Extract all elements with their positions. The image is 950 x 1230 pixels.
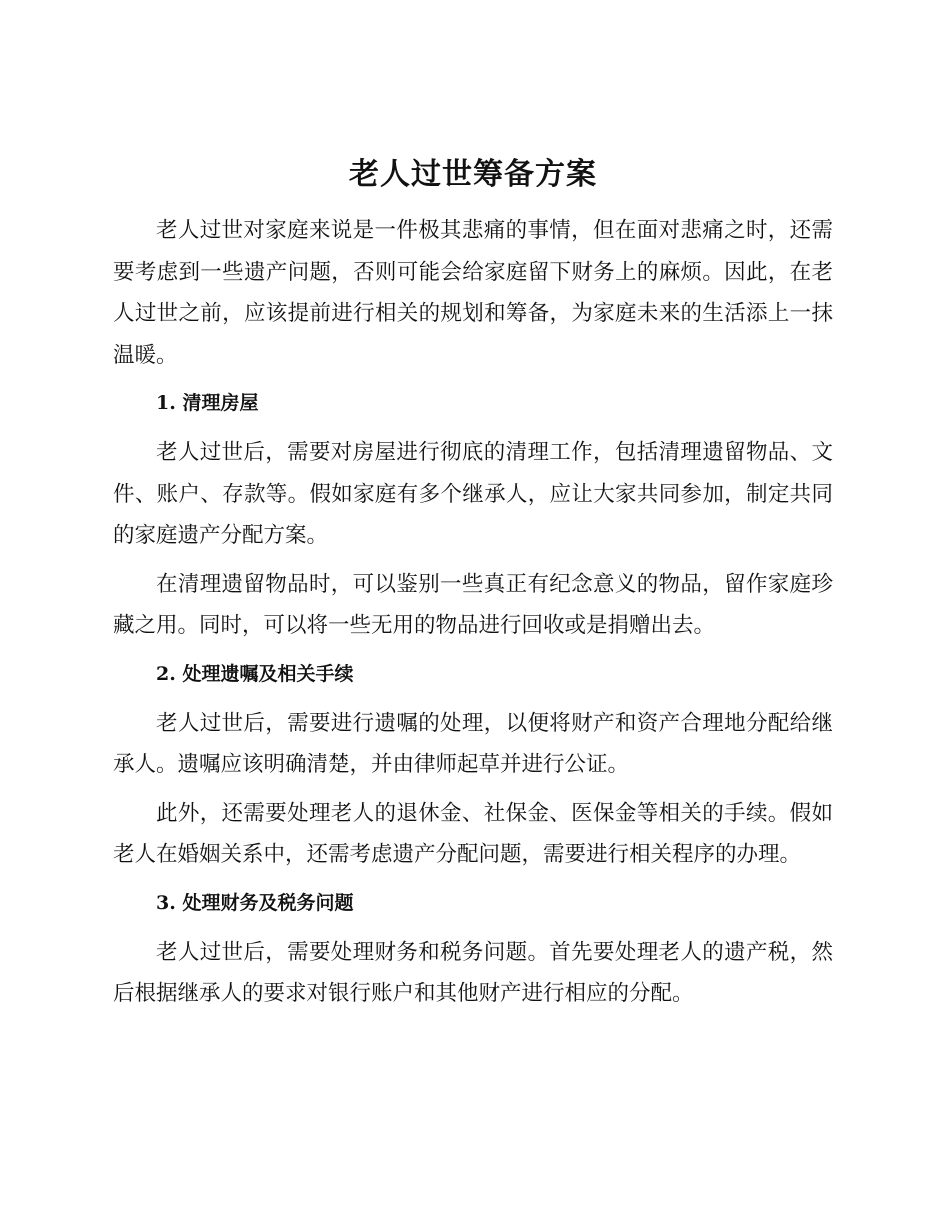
- document-title: 老人过世筹备方案: [349, 157, 597, 192]
- section-paragraph: 老人过世后，需要处理财务和税务问题。首先要处理老人的遗产税，然后根据继承人的要求对银行账户和其他财产进行相应的分配。: [113, 939, 833, 1006]
- section-3: [113, 883, 833, 1015]
- section-2: [113, 654, 833, 876]
- section-paragraph: 在清理遗留物品时，可以鉴别一些真正有纪念意义的物品，留作家庭珍藏之用。同时，可以将一些无用的物品进行回收或是捐赠出去。: [113, 571, 833, 638]
- section-paragraph: 老人过世后，需要进行遗嘱的处理，以便将财产和资产合理地分配给继承人。遗嘱应该明确清楚，并由律师起草并进行公证。: [113, 710, 833, 777]
- section-heading: 1. 清理房屋: [156, 392, 259, 414]
- section-heading: 3. 处理财务及税务问题: [156, 891, 354, 914]
- intro-paragraph: 老人过世对家庭来说是一件极其悲痛的事情，但在面对悲痛之时，还需要考虑到一些遗产问题，否则可能会给家庭留下财务上的麻烦。因此，在老人过世之前，应该提前进行相关的规划和筹备，为家庭未来的生活添上一抹温暖。: [113, 218, 833, 368]
- section-heading: 2. 处理遗嘱及相关手续: [156, 662, 354, 685]
- document-page: [113, 148, 833, 1022]
- section-paragraph: 此外，还需要处理老人的退休金、社保金、医保金等相关的手续。假如老人在婚姻关系中，还需考虑遗产分配问题，需要进行相关程序的办理。: [113, 800, 833, 867]
- section-1: [113, 383, 833, 647]
- section-paragraph: 老人过世后，需要对房屋进行彻底的清理工作，包括清理遗留物品、文件、账户、存款等。假如家庭有多个继承人，应让大家共同参加，制定共同的家庭遗产分配方案。: [113, 440, 833, 548]
